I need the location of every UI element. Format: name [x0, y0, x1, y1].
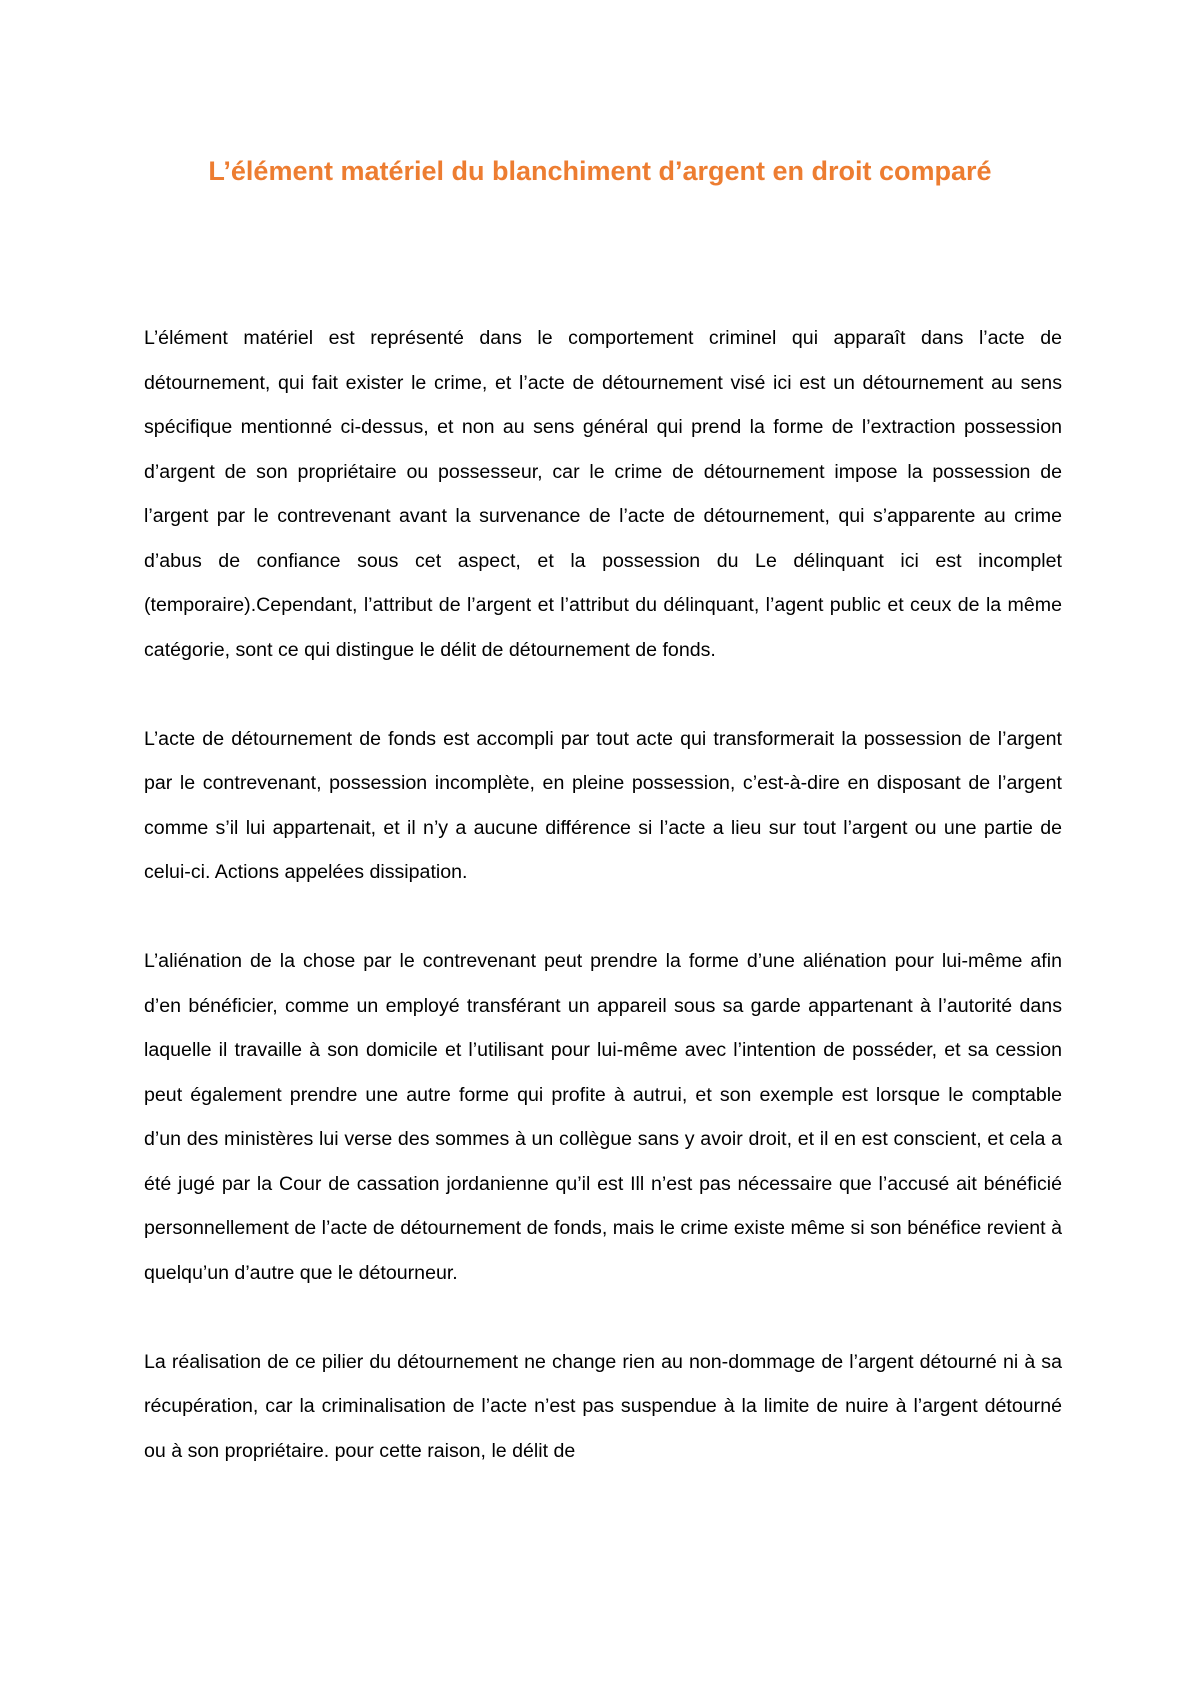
- paragraph-3: L’aliénation de la chose par le contrevenant peut prendre la forme d’une aliénation pour lui-même afin d’en bénéficier, comme un employé transférant un appareil sous sa garde appartenant à l’autorité dans laquelle il travaille à son domicile et l’utilisant pour lui-même avec l’intention de posséder, et sa cession peut également prendre une autre forme qui profite à autrui, et son exemple est lorsque le comptable d’un des ministères lui verse des sommes à un collègue sans y avoir droit, et il en est conscient, et cela a été jugé par la Cour de cassation jordanienne qu’il est Ill n’est pas nécessaire que l’accusé ait bénéficié personnellement de l’acte de détournement de fonds, mais le crime existe même si son bénéfice revient à quelqu’un d’autre que le détourneur.: [144, 950, 1062, 1284]
- paragraph-1: L’élément matériel est représenté dans le comportement criminel qui apparaît dans l’acte de détournement, qui fait exister le crime, et l’acte de détournement visé ici est un détournement au sens spécifique mentionné ci-dessus, et non au sens général qui prend la forme de l’extraction possession d’argent de son propriétaire ou possesseur, car le crime de détournement impose la possession de l’argent par le contrevenant avant la survenance de l’acte de détournement, qui s’apparente au crime d’abus de confiance sous cet aspect, et la possession du Le délinquant ici est incomplet (temporaire).Cependant, l’attribut de l’argent et l’attribut du délinquant, l’agent public et ceux de la même catégorie, sont ce qui distingue le délit de détournement de fonds.: [144, 327, 1062, 661]
- paragraph-4: La réalisation de ce pilier du détournement ne change rien au non-dommage de l’argent détourné ni à sa récupération, car la criminalisation de l’acte n’est pas suspendue à la limite de nuire à l’argent détourné ou à son propriétaire. pour cette raison, le délit de: [144, 1350, 1062, 1462]
- paragraph-2: L’acte de détournement de fonds est accompli par tout acte qui transformerait la possession de l’argent par le contrevenant, possession incomplète, en pleine possession, c’est-à-dire en disposant de l’argent comme s’il lui appartenait, et il n’y a aucune différence si l’acte a lieu sur tout l’argent ou une partie de celui-ci. Actions appelées dissipation.: [144, 727, 1062, 883]
- document-title: L’élément matériel du blanchiment d’argent en droit comparé: [208, 156, 992, 186]
- document-body: [144, 316, 1062, 1473]
